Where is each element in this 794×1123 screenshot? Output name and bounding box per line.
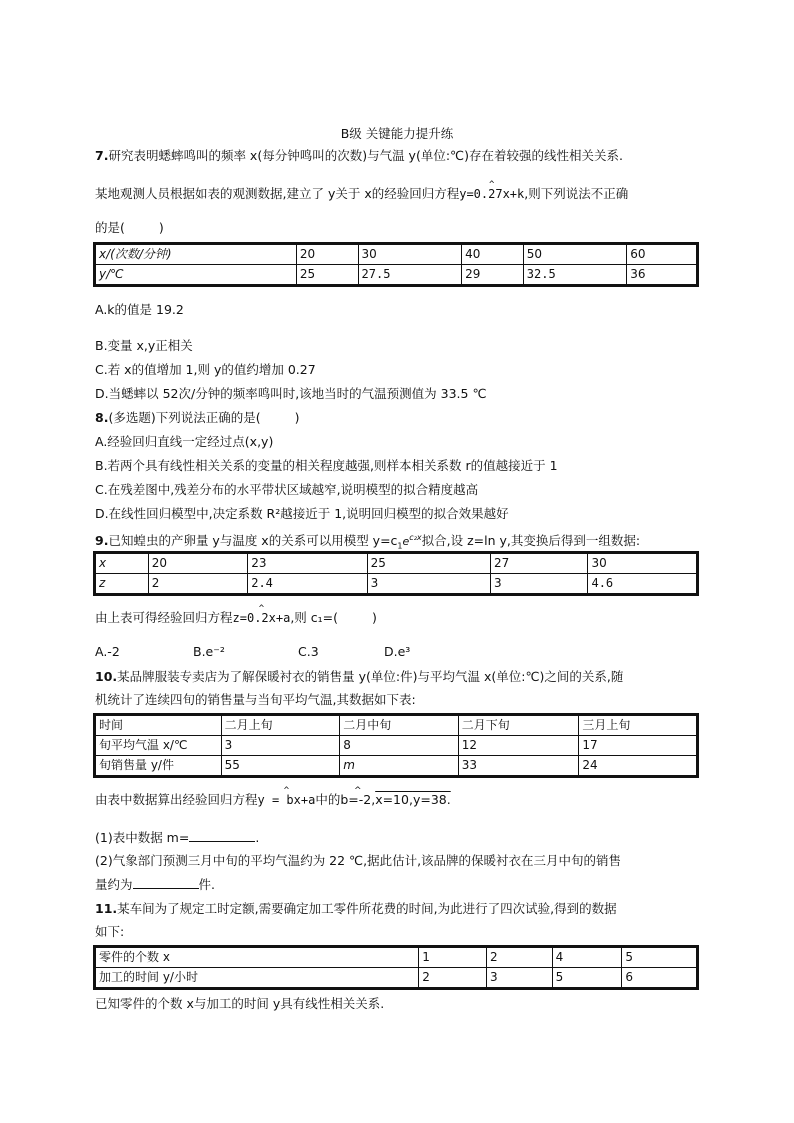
- q7-line3: [95, 220, 164, 236]
- q10-number: 10.: [95, 669, 118, 684]
- q9-options: [95, 644, 410, 660]
- table-cell: 5: [552, 968, 622, 989]
- q7-option-d: D.当蟋蟀以 52次/分钟的频率鸣叫时,该地当时的气温预测值为 33.5 ℃: [95, 386, 487, 401]
- q10-y-bar-value: y=38.: [412, 792, 451, 807]
- table-cell: 25: [367, 553, 490, 574]
- table-cell: 零件的个数 x: [95, 947, 419, 968]
- q8-option-b: B.若两个具有线性相关关系的变量的相关程度越强,则样本相关系数 r的值越接近于 1: [95, 458, 558, 473]
- table-cell: 30: [358, 244, 462, 265]
- q9-line2: [95, 610, 377, 626]
- q7-stem-line3: 的是(: [95, 220, 125, 235]
- table-cell: 旬销售量 y/件: [95, 756, 222, 777]
- table-cell: 时间: [95, 715, 222, 736]
- table-cell: 2.4: [248, 574, 367, 595]
- q9-line2-text: 由上表可得经验回归方程: [95, 610, 233, 625]
- q11-number: 11.: [95, 901, 118, 916]
- table-row: [95, 736, 698, 756]
- table-cell: 25: [296, 265, 358, 286]
- q7-line1: [95, 148, 623, 164]
- q10-stem-line1: 某品牌服装专卖店为了解保暖衬衣的销售量 y(单位:件)与平均气温 x(单位:℃)之间的关系,随: [117, 669, 624, 684]
- table-cell: 3: [490, 574, 588, 595]
- q7-regression-equation: ^ y=0.27x+k: [459, 186, 524, 202]
- q10-line1: [95, 669, 623, 685]
- table-cell: 32.5: [523, 265, 627, 286]
- q7-line2: [95, 186, 628, 202]
- q8-paren-close: ): [294, 410, 300, 425]
- q10-sub2-line2: [95, 876, 215, 893]
- q10-line3-text: 由表中数据算出经验回归方程: [95, 792, 258, 807]
- q11-table: [93, 945, 699, 990]
- table-row: [95, 265, 698, 286]
- table-cell: 2: [148, 574, 247, 595]
- table-cell: 二月中旬: [340, 715, 459, 736]
- q10-line3: [95, 792, 451, 808]
- table-cell: 60: [627, 244, 698, 265]
- answer-blank-sales[interactable]: [133, 876, 199, 889]
- q9-stem: 9.已知蝗虫的产卵量 y与温度 x的关系可以用模型 $y=c_1e^{c_2x}$拟合,设 z=ln y,其变换后得到一组数据:: [95, 533, 641, 551]
- q8-option-d: D.在线性回归模型中,决定系数 R²越接近于 1,说明回归模型的拟合效果越好: [95, 506, 509, 521]
- q9-option-d: D.e³: [384, 644, 411, 659]
- q7-option-c: C.若 x的值增加 1,则 y的值约增加 0.27: [95, 362, 316, 377]
- q9-option-a: A.-2: [95, 644, 120, 659]
- table-cell: z: [95, 574, 149, 595]
- q10-sub2-end: 件.: [198, 877, 215, 892]
- q9-line2-text-end: ,则 c₁=(: [290, 610, 338, 625]
- q8-option-c: C.在残差图中,残差分布的水平带状区域越窄,说明模型的拟合精度越高: [95, 482, 479, 497]
- q10-line3-text-mid: 中的: [315, 792, 341, 807]
- q11-line2: 如下:: [95, 924, 125, 939]
- table-cell: 17: [579, 736, 698, 756]
- table-row: [95, 553, 698, 574]
- table-cell: 30: [588, 553, 698, 574]
- table-cell: 5: [622, 947, 698, 968]
- table-cell: 12: [458, 736, 579, 756]
- q8-stem-text: (多选题)下列说法正确的是(: [108, 410, 261, 425]
- q9-option-b: B.e⁻²: [193, 644, 225, 659]
- q9-table: [93, 551, 699, 596]
- table-cell: 4.6: [588, 574, 698, 595]
- table-cell: 24: [579, 756, 698, 777]
- q7-stem-line2-end: ,则下列说法不正确: [524, 186, 629, 201]
- table-cell: 20: [148, 553, 247, 574]
- q8-option-a: A.经验回归直线一定经过点(x,y): [95, 434, 274, 449]
- table-cell: y/℃: [95, 265, 297, 286]
- table-cell: 2: [419, 968, 487, 989]
- q11-line3: 已知零件的个数 x与加工的时间 y具有线性相关关系.: [95, 996, 385, 1011]
- table-cell: 23: [248, 553, 367, 574]
- table-row: [95, 968, 698, 989]
- table-cell: 33: [458, 756, 579, 777]
- table-cell: 二月上旬: [221, 715, 340, 736]
- table-cell: m: [340, 756, 459, 777]
- table-cell: 55: [221, 756, 340, 777]
- q7-stem-line1: 研究表明蟋蟀鸣叫的频率 x(每分钟鸣叫的次数)与气温 y(单位:℃)存在着较强的线性相关关系.: [108, 148, 623, 163]
- q10-sub1-end: .: [255, 830, 260, 845]
- q11-stem-line1: 某车间为了规定工时定额,需要确定加工零件所花费的时间,为此进行了四次试验,得到的数据: [117, 901, 617, 916]
- table-cell: x/(次数/分钟): [95, 244, 297, 265]
- table-cell: 三月上旬: [579, 715, 698, 736]
- q7-option-b: B.变量 x,y正相关: [95, 338, 193, 353]
- q10-line2: 机统计了连续四旬的销售量与当旬平均气温,其数据如下表:: [95, 692, 416, 707]
- q7-paren-close: ): [158, 220, 164, 235]
- q10-table: [93, 713, 699, 778]
- table-cell: 40: [462, 244, 524, 265]
- table-cell: x: [95, 553, 149, 574]
- table-cell: 旬平均气温 x/℃: [95, 736, 222, 756]
- table-cell: 6: [622, 968, 698, 989]
- table-cell: 27.5: [358, 265, 462, 286]
- table-cell: 29: [462, 265, 524, 286]
- q7-stem-line2: 某地观测人员根据如表的观测数据,建立了 y关于 x的经验回归方程: [95, 186, 460, 201]
- table-row: [95, 756, 698, 777]
- table-row: [95, 715, 698, 736]
- q11-line1: [95, 901, 617, 917]
- q10-sub2-text: 量约为: [95, 877, 133, 892]
- q10-sub2-line1: (2)气象部门预测三月中旬的平均气温约为 22 ℃,据此估计,该品牌的保暖衬衣在三月中旬的销售: [95, 853, 622, 868]
- q7-table: [93, 242, 699, 287]
- q8-number: 8.: [95, 410, 109, 425]
- table-cell: 1: [419, 947, 487, 968]
- q10-x-bar-value: x=10,: [375, 792, 413, 807]
- q8-stem: [95, 410, 299, 426]
- q10-b-hat-value: ^ b=-2,: [340, 792, 375, 808]
- q9-regression-equation: ^ z=0.2x+a: [233, 610, 291, 626]
- table-cell: 3: [221, 736, 340, 756]
- q9-number: 9.: [95, 533, 109, 549]
- q7-number: 7.: [95, 148, 109, 163]
- table-cell: 4: [552, 947, 622, 968]
- table-cell: 27: [490, 553, 588, 574]
- table-cell: 3: [367, 574, 490, 595]
- table-row: [95, 574, 698, 595]
- table-cell: 加工的时间 y/小时: [95, 968, 419, 989]
- section-title: B级 关键能力提升练: [340, 126, 454, 141]
- table-cell: 36: [627, 265, 698, 286]
- answer-blank-m[interactable]: [189, 829, 255, 842]
- table-cell: 20: [296, 244, 358, 265]
- table-cell: 50: [523, 244, 627, 265]
- q9-stem-text: 已知蝗虫的产卵量 y与温度 x的关系可以用模型 y=c: [108, 533, 398, 549]
- table-cell: 二月下旬: [458, 715, 579, 736]
- table-cell: 2: [486, 947, 552, 968]
- table-row: [95, 244, 698, 265]
- q10-sub1: [95, 829, 259, 846]
- q10-sub1-text: (1)表中数据 m=: [95, 830, 190, 845]
- q9-stem-text-end: 拟合,设 z=ln y,其变换后得到一组数据:: [421, 533, 641, 549]
- table-cell: 8: [340, 736, 459, 756]
- q10-regression-equation: ^ y = bx+a: [258, 792, 316, 808]
- table-row: [95, 947, 698, 968]
- table-cell: 3: [486, 968, 552, 989]
- q7-option-a: A.k的值是 19.2: [95, 302, 184, 317]
- q9-option-c: C.3: [298, 644, 319, 659]
- q9-paren-close: ): [372, 610, 377, 625]
